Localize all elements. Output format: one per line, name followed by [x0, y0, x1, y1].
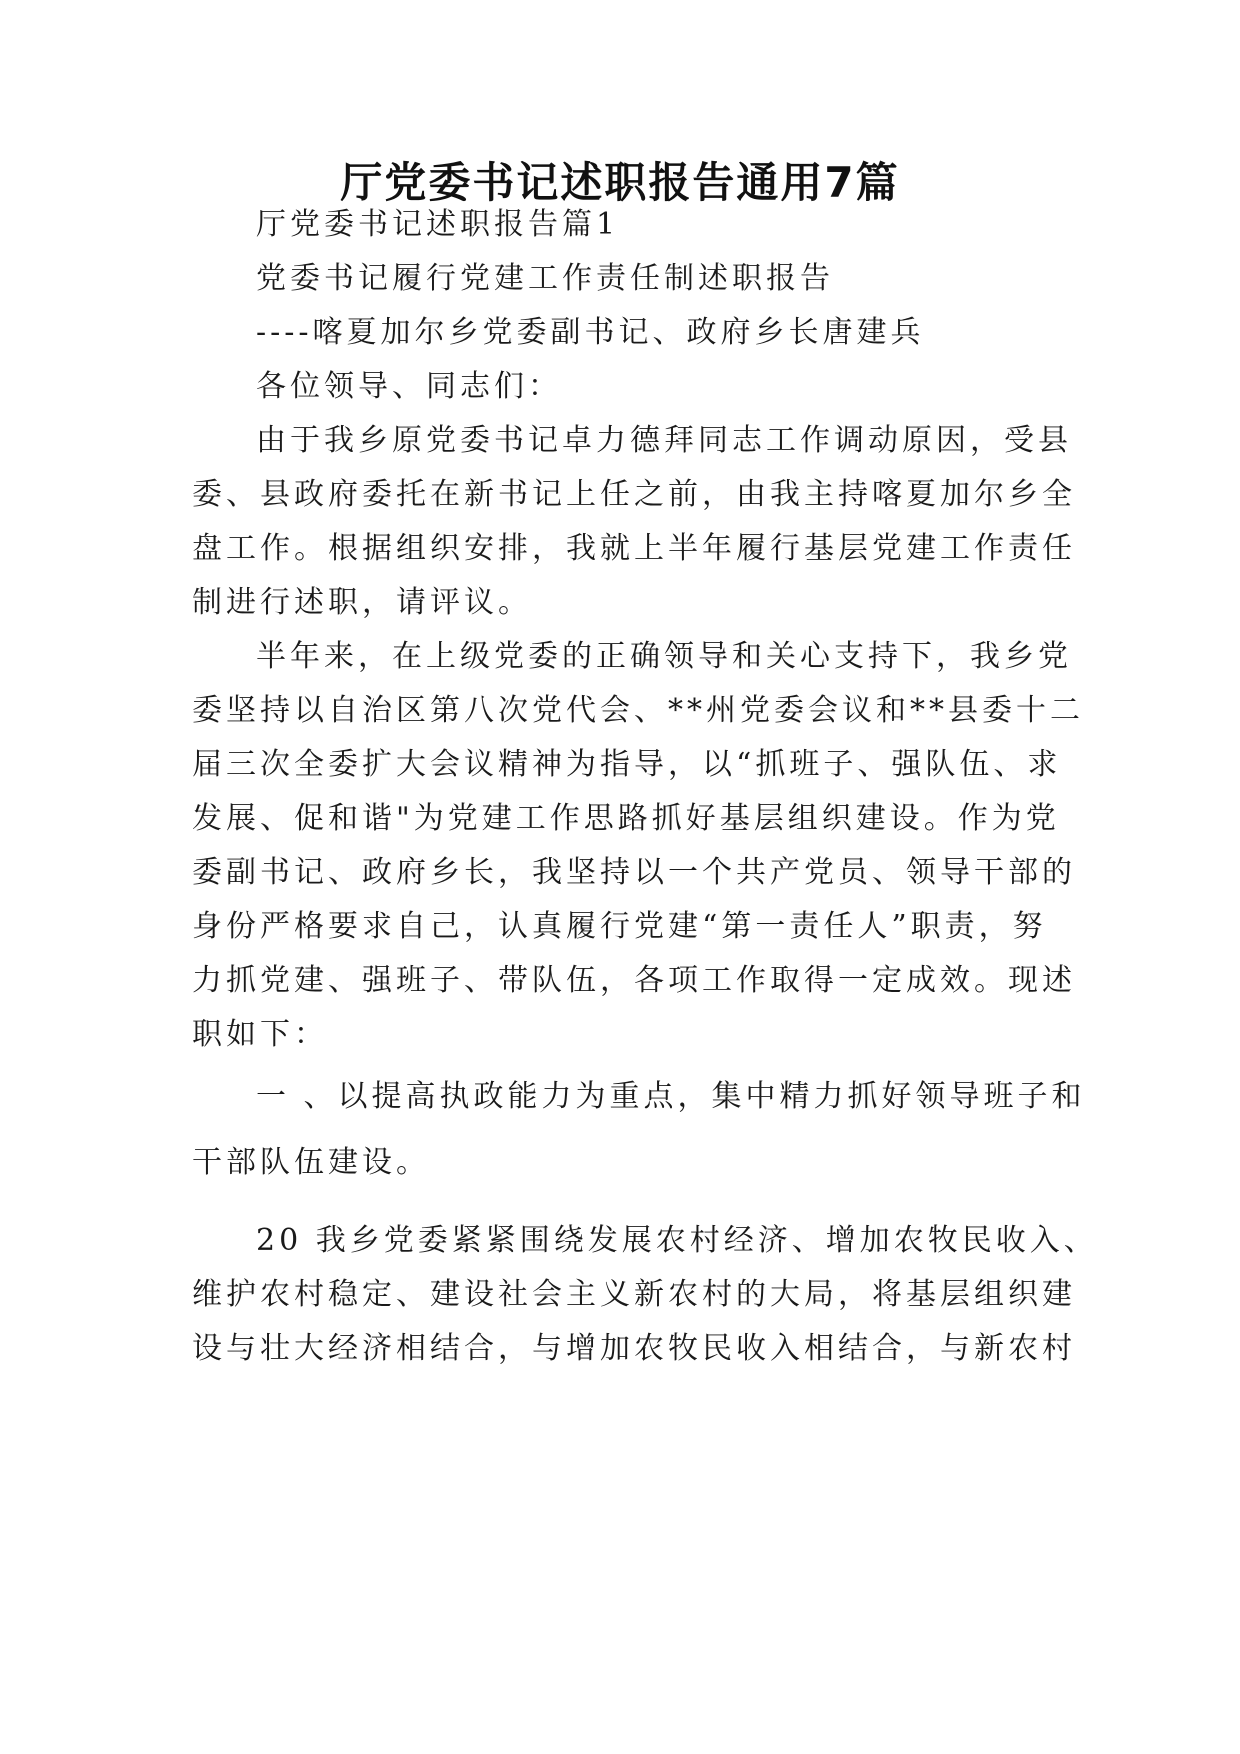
paragraph-line: 届三次全委扩大会议精神为指导，以“抓班子、强队伍、求: [192, 747, 1062, 782]
document-title: 厅党委书记述职报告通用7篇: [340, 158, 900, 207]
paragraph-line: 设与壮大经济相结合，与增加农牧民收入相结合，与新农村: [192, 1331, 1076, 1366]
paragraph-line: 力抓党建、强班子、带队伍，各项工作取得一定成效。现述: [192, 963, 1076, 998]
report-subtitle: 党委书记履行党建工作责任制述职报告: [256, 261, 834, 296]
paragraph-line: 委、县政府委托在新书记上任之前，由我主持喀夏加尔乡全: [192, 477, 1076, 512]
paragraph-line: 干部队伍建设。: [192, 1145, 430, 1180]
section-heading: 厅党委书记述职报告篇1: [256, 207, 620, 242]
paragraph-line: 盘工作。根据组织安排，我就上半年履行基层党建工作责任: [192, 531, 1076, 566]
paragraph-line: 委副书记、政府乡长，我坚持以一个共产党员、领导干部的: [192, 855, 1076, 890]
paragraph-line: 身份严格要求自己，认真履行党建“第一责任人”职责，努: [192, 909, 1047, 944]
paragraph-line: 制进行述职，请评议。: [192, 585, 532, 620]
paragraph-line: 发展、促和谐"为党建工作思路抓好基层组织建设。作为党: [192, 801, 1060, 836]
paragraph-line: 职如下：: [192, 1017, 328, 1052]
paragraph-line: 20 我乡党委紧紧围绕发展农村经济、增加农牧民收入、: [256, 1223, 1098, 1258]
paragraph-line: 委坚持以自治区第八次党代会、**州党委会议和**县委十二: [192, 693, 1084, 728]
salutation: 各位领导、同志们：: [256, 369, 562, 404]
paragraph-line: 一 、以提高执政能力为重点，集中精力抓好领导班子和: [256, 1079, 1086, 1114]
report-author-line: ----喀夏加尔乡党委副书记、政府乡长唐建兵: [256, 315, 925, 350]
paragraph-line: 维护农村稳定、建设社会主义新农村的大局，将基层组织建: [192, 1277, 1076, 1312]
paragraph-line: 由于我乡原党委书记卓力德拜同志工作调动原因，受县: [256, 423, 1072, 458]
paragraph-line: 半年来，在上级党委的正确领导和关心支持下，我乡党: [256, 639, 1072, 674]
